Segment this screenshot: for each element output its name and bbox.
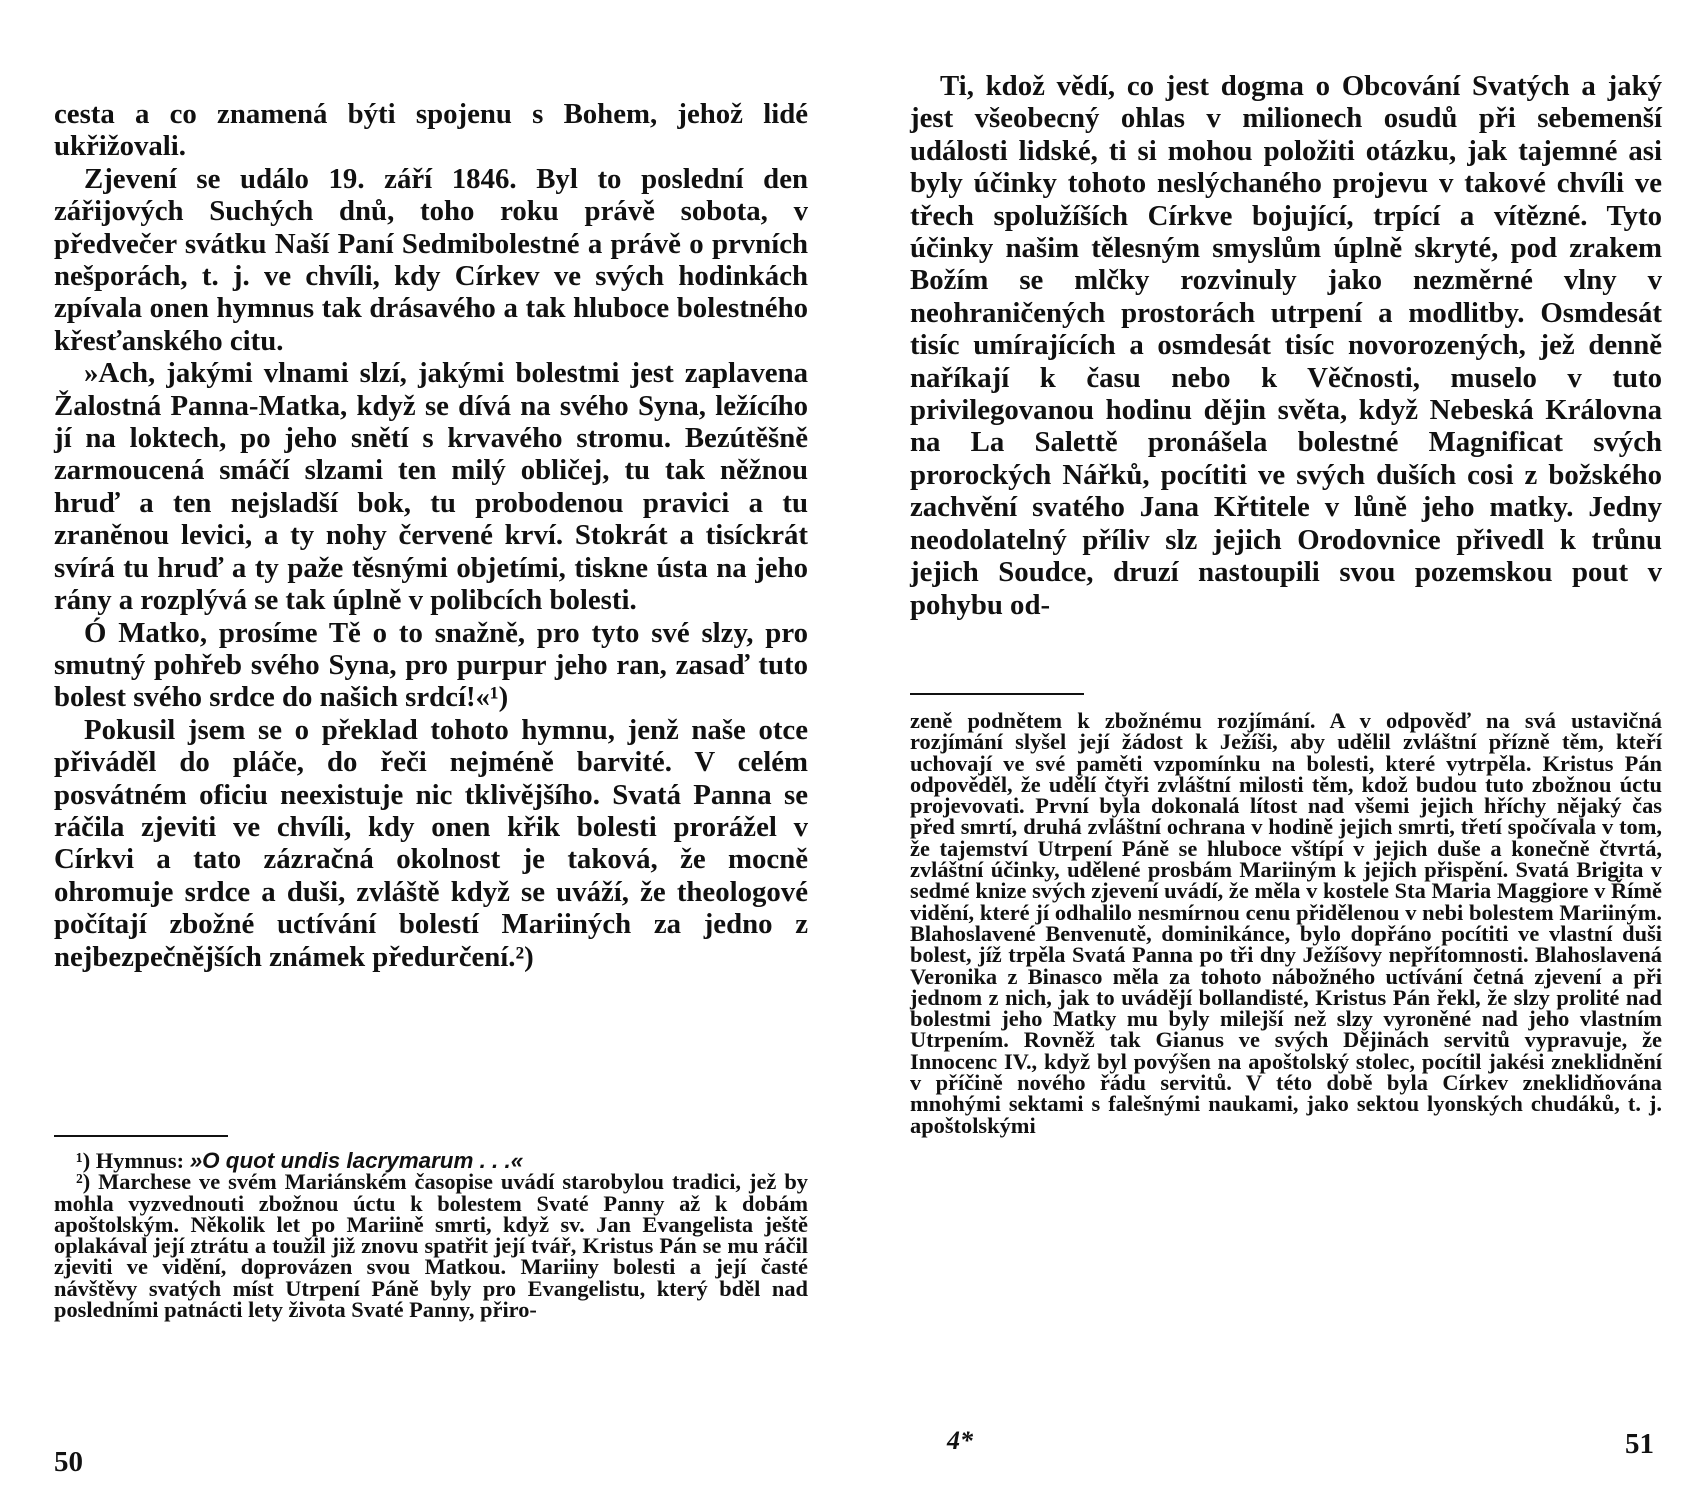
page-number: 51 xyxy=(1625,1428,1654,1460)
left-footnotes xyxy=(54,1148,808,1323)
footnote-1-prefix: ¹) Hymnus: xyxy=(76,1148,190,1173)
right-footnotes xyxy=(910,710,1662,1136)
right-main-text xyxy=(910,70,1662,621)
paragraph: Ó Matko, prosíme Tě o to snažně, pro tyto své slzy, pro smutný pohřeb svého Syna, pro purpur jeho ran, zasaď tuto bolest svého srdce do našich srdcí!«¹) xyxy=(54,616,808,714)
right-page xyxy=(852,0,1704,1500)
footnote-continuation: zeně podnětem k zbožnému rozjímání. A v odpověď na svá ustavičná rozjímání slyšel její žádost k Ježíši, aby udělil zvláštní přízně těm, kteří uchovají ve své paměti vzpomínku na bolesti, které vytrpěla. Kristus Pán odpověděl, že udělí čtyři zvláštní milosti těm, kdož budou tuto zbožnou úctu projevovati. První byla dokonalá lítost nad všemi jejich hříchy nějaký čas před smrtí, druhá zvláštní ochrana v hodině jejich smrti, třetí spočívala v tom, že tajemství Utrpení Páně se hluboce vštípí v jejich duše a konečně čtvrtá, zvláštní účinky, udělené prosbám Mariiným k jejich přispění. Svatá Brigita v sedmé knize svých zjevení uvádí, že měla v kostele Sta Maria Maggiore v Římě vidění, které jí odhalilo nesmírnou cenu přidělenou v nebi bolestem Mariiným. Blahoslavené Benvenutě, dominikánce, bylo dopřáno pocítiti ve vlastní duši bolest, jíž trpěla Svatá Panna po tři dny Ježíšovy nepřítomnosti. Blahoslavená Veronika z Binasco měla za tohoto nábožného uctívání četná zjevení a při jednom z nich, jak to uvádějí bollandisté, Kristus Pán řekl, že slzy prolité nad bolestmi jeho Matky mu byly milejší než slzy vyroněné nad jeho vlastním Utrpením. Rovněž tak Gianus ve svých Dějinách servitů vypravuje, že Innocenc IV., když byl povýšen na apoštolský stolec, pocítil jakési zneklidnění v příčině nového řádu servitů. V této době byla Církev zneklidňována mnohými sektami s falešnými naukami, jako sektou lyonských chudáků, t. j. apoštolskými xyxy=(910,708,1662,1138)
footnote-1 xyxy=(54,1150,808,1171)
footnote-1-hymn-title: »O quot undis lacrymarum . . .« xyxy=(189,1148,524,1173)
paragraph: »Ach, jakými vlnami slzí, jakými bolestmi jest zaplavena Žalostná Panna-Matka, když se dívá na svého Syna, ležícího jí na loktech, po jeho snětí s krvavého stromu. Bezútěšně zarmoucená smáčí slzami ten milý obličej, tu tak něžnou hruď a ten nejsladší bok, tu probodenou pravici a tu zraněnou levici, a ty nohy červené krví. Stokrát a tisíckrát svírá tu hruď a ty paže těsnými objetími, tiskne ústa na jeho rány a rozplývá se tak úplně v polibcích bolesti. xyxy=(54,357,808,617)
footnote-2: ²) Marchese ve svém Mariánském časopise uvádí starobylou tradici, jež by mohla vyzvednouti zbožnou úctu k bolestem Svaté Panny až k dobám apoštolským. Několik let po Mariině smrti, když sv. Jan Evangelista ještě oplakával její ztrátu a toužil již znovu spatřit její tvář, Kristus Pán se mu ráčil zjeviti ve vidění, doprovázen svou Matkou. Mariiny bolesti a její časté návštěvy svatých míst Utrpení Páně byly pro Evangelistu, který bděl nad posledními patnácti lety života Svaté Panny, přiro- xyxy=(54,1169,808,1323)
footnote-divider xyxy=(910,693,1084,695)
paragraph: Ti, kdož vědí, co jest dogma o Obcování Svatých a jaký jest všeobecný ohlas v milionech osudů při sebemenší události lidské, ti si mohou položiti otázku, jak tajemné asi byly účinky tohoto neslýchaného projevu v takové chvíli ve třech spolužíších Církve bojující, trpící a vítězné. Tyto účinky našim tělesným smyslům úplně skryté, pod zrakem Božím se mlčky rozvinuly jako nezměrné vlny v neohraničených prostorách utrpení a modlitby. Osmdesát tisíc umírajících a osmdesát tisíc novorozených, jež denně naříkají k času nebo k Věčnosti, muselo v tuto privilegovanou hodinu dějin světa, když Nebeská Královna na La Salettě pronášela bolestné Magnificat svých prorockých Nářků, pocítiti ve svých duších cosi z božského zachvění svatého Jana Křtitele v lůně jeho matky. Jedny neodolatelný příliv slz jejich Orodovnice přivedl k trůnu jejich Soudce, druzí nastoupili svou pozemskou pout v pohybu od- xyxy=(910,70,1662,621)
paragraph: cesta a co znamená býti spojenu s Bohem, jehož lidé ukřižovali. xyxy=(54,98,808,163)
paragraph: Pokusil jsem se o překlad tohoto hymnu, jenž naše otce přiváděl do pláče, do řeči nejméně barvité. V celém posvátném oficiu neexistuje nic tklivějšího. Svatá Panna se ráčila zjeviti ve chvíli, kdy onen křik bolesti prorážel v Církvi a tato zázračná okolnost je taková, že mocně ohromuje srdce a duši, zvláště když se uváží, že theologové počítají zbožné uctívání bolestí Mariiných za jedno z nejbezpečnějších známek předurčení.²) xyxy=(54,713,808,973)
page-number: 50 xyxy=(54,1446,83,1478)
paragraph: Zjevení se událo 19. září 1846. Byl to poslední den zářijových Suchých dnů, toho roku právě sobota, v předvečer svátku Naší Paní Sedmibolestné a právě o prvních nešporách, t. j. ve chvíli, kdy Církev ve svých hodinkách zpívala onen hymnus tak drásavého a tak hluboce bolestného křesťanského citu. xyxy=(54,162,808,357)
footnote-divider xyxy=(54,1135,228,1137)
signature-mark: 4* xyxy=(947,1426,973,1455)
left-main-text xyxy=(54,98,808,973)
